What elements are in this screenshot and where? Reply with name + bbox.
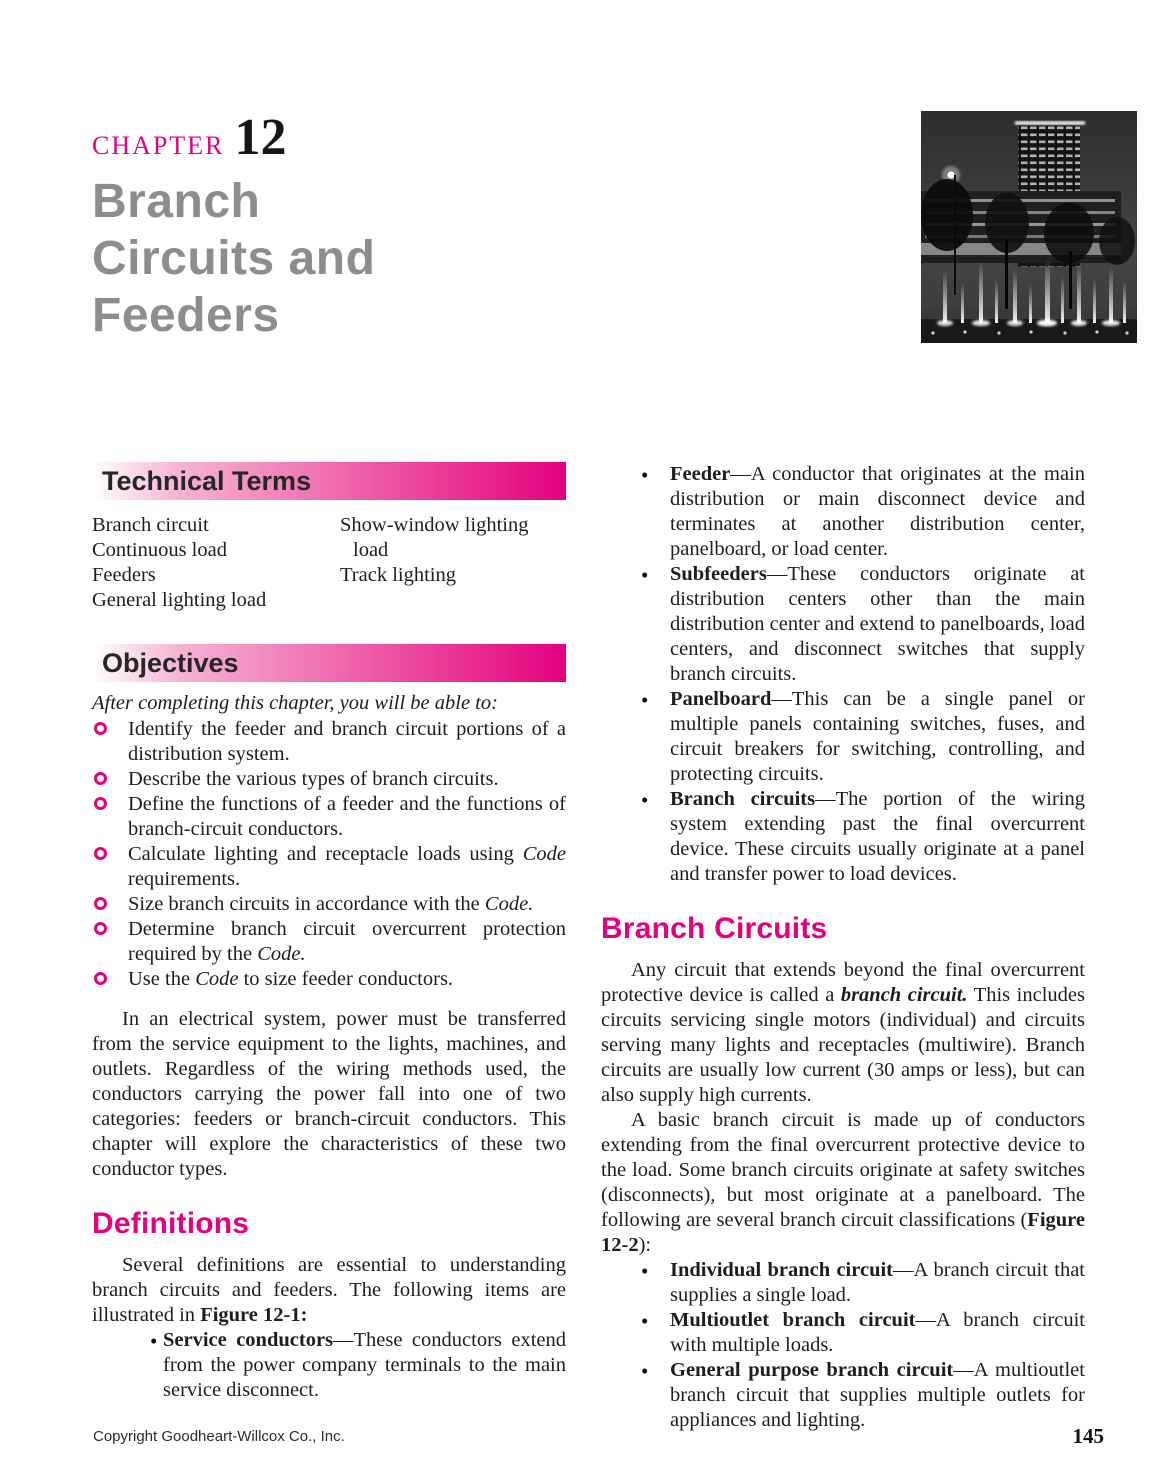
term-item: General lighting load xyxy=(92,589,267,611)
branch-circuit-type-text: Individual branch circuit—A branch circuit that supplies a single load. xyxy=(670,1259,1085,1306)
chapter-head xyxy=(92,108,652,344)
branch-circuit-types-list xyxy=(601,1258,1085,1433)
term-item: Continuous load xyxy=(92,539,227,561)
technical-terms-list xyxy=(92,513,566,613)
dot-bullet-icon: • xyxy=(641,788,649,812)
objective-item xyxy=(92,767,566,792)
terms-column-2 xyxy=(340,513,566,613)
definition-text: Subfeeders—These conductors originate at distribution centers other than the main distribution center and extend to panelboards, load centers, and disconnect switches that supply branch circuits. xyxy=(670,563,1086,685)
definition-text: Branch circuits—The portion of the wiring system extending past the final overcurrent device. These circuits usually originate at a panel and transfer power to load devices. xyxy=(670,788,1085,885)
term-item: Track lighting xyxy=(340,564,456,586)
ring-bullet-icon xyxy=(94,797,107,810)
objectives-intro: After completing this chapter, you will be able to: xyxy=(92,692,498,714)
intro-paragraph: In an electrical system, power must be transferred from the service equipment to the lights, machines, and outlets. Regardless of the wiring methods used, the conductors carrying the power fall into one of two categories: feeders or branch-circuit conductors. This chapter will explore the characteristics of these two conductor types. xyxy=(92,1008,566,1180)
term-item-continuation: load xyxy=(353,539,389,561)
branch-circuits-paragraph-2: A basic branch circuit is made up of conductors extending from the final overcurrent protective device to the load. Some branch circuits originate at safety switches (disconnects), but most originate at a panelboard. The following are several branch circuit classifications (Figure 12-2): xyxy=(601,1109,1085,1256)
definition-item xyxy=(601,462,1085,562)
dot-bullet-icon: • xyxy=(641,1259,649,1283)
branch-circuits-paragraph-1: Any circuit that extends beyond the final overcurrent protective device is called a branch circuit. This includes circuits servicing single motors (individual) and circuits serving many lights and receptacles (multiwire). Branch circuits are usually low current (30 amps or less), but can also supply high currents. xyxy=(601,959,1085,1106)
objective-text: Identify the feeder and branch circuit portions of a distribution system. xyxy=(128,718,566,765)
branch-circuits-heading: Branch Circuits xyxy=(601,912,828,945)
objective-text: Use the Code to size feeder conductors. xyxy=(128,968,454,990)
branch-circuit-type-item xyxy=(601,1358,1085,1433)
dot-bullet-icon: • xyxy=(150,1329,158,1353)
objective-item xyxy=(92,892,566,917)
definitions-paragraph: Several definitions are essential to understanding branch circuits and feeders. The following items are illustrated in Figure 12-1: xyxy=(92,1254,566,1326)
ring-bullet-icon xyxy=(94,922,107,935)
definition-item xyxy=(601,787,1085,887)
dot-bullet-icon: • xyxy=(641,1359,649,1383)
terms-column-1 xyxy=(92,513,340,613)
objective-item xyxy=(92,792,566,842)
dot-bullet-icon: • xyxy=(641,463,649,487)
dot-bullet-icon: • xyxy=(641,688,649,712)
definitions-bullet-list-continued xyxy=(601,462,1085,887)
objectives-list xyxy=(92,717,566,992)
definitions-heading: Definitions xyxy=(92,1207,250,1240)
chapter-title xyxy=(92,173,652,344)
objective-item xyxy=(92,717,566,767)
objective-item xyxy=(92,917,566,967)
dot-bullet-icon: • xyxy=(641,1309,649,1333)
chapter-label: CHAPTER xyxy=(92,131,225,160)
right-column xyxy=(601,462,1085,1433)
objectives-heading-text: Objectives xyxy=(102,647,239,678)
chapter-kicker xyxy=(92,108,652,167)
branch-circuit-type-item xyxy=(601,1308,1085,1358)
objective-item xyxy=(92,842,566,892)
chapter-title-line: Feeders xyxy=(92,289,280,342)
definition-text: Service conductors—These conductors extend from the power company terminals to the main service disconnect. xyxy=(163,1329,566,1401)
objective-text: Determine branch circuit overcurrent protection required by the Code. xyxy=(128,918,566,965)
objective-item xyxy=(92,967,566,992)
objective-text: Size branch circuits in accordance with the Code. xyxy=(128,893,534,915)
branch-circuit-type-text: General purpose branch circuit—A multioutlet branch circuit that supplies multiple outlets for appliances and lighting. xyxy=(670,1359,1085,1431)
chapter-title-line: Circuits and xyxy=(92,232,376,285)
definitions-bullet-list xyxy=(92,1328,566,1403)
term-item: Show-window lighting xyxy=(340,514,529,536)
ring-bullet-icon xyxy=(94,897,107,910)
chapter-number: 12 xyxy=(234,109,287,166)
chapter-opener-photo xyxy=(921,111,1137,343)
technical-terms-header xyxy=(92,462,566,500)
term-item: Feeders xyxy=(92,564,156,586)
night-cityscape-illustration xyxy=(921,111,1137,343)
definition-item xyxy=(601,562,1085,687)
branch-circuit-type-item xyxy=(601,1258,1085,1308)
left-column xyxy=(92,462,566,1403)
dot-bullet-icon: • xyxy=(641,563,649,587)
term-item: Branch circuit xyxy=(92,514,209,536)
definition-text: Panelboard—This can be a single panel or multiple panels containing switches, fuses, and circuit breakers for switching, controlling, and protecting circuits. xyxy=(670,688,1085,785)
technical-terms-heading-text: Technical Terms xyxy=(102,465,312,496)
page-number: 145 xyxy=(1072,1424,1104,1448)
definition-item xyxy=(92,1328,566,1403)
chapter-title-line: Branch xyxy=(92,175,261,228)
ring-bullet-icon xyxy=(94,772,107,785)
footer-copyright: Copyright Goodheart-Willcox Co., Inc. xyxy=(93,1428,345,1445)
objective-text: Calculate lighting and receptacle loads using Code requirements. xyxy=(128,843,566,890)
objective-text: Describe the various types of branch circuits. xyxy=(128,768,499,790)
ring-bullet-icon xyxy=(94,722,107,735)
branch-circuit-type-text: Multioutlet branch circuit—A branch circuit with multiple loads. xyxy=(670,1309,1086,1356)
objective-text: Define the functions of a feeder and the functions of branch-circuit conductors. xyxy=(128,793,566,840)
definition-item xyxy=(601,687,1085,787)
ring-bullet-icon xyxy=(94,972,107,985)
objectives-header xyxy=(92,644,566,682)
ring-bullet-icon xyxy=(94,847,107,860)
definition-text: Feeder—A conductor that originates at the main distribution or main disconnect device and terminates at another distribution center, panelboard, or load center. xyxy=(670,463,1085,560)
